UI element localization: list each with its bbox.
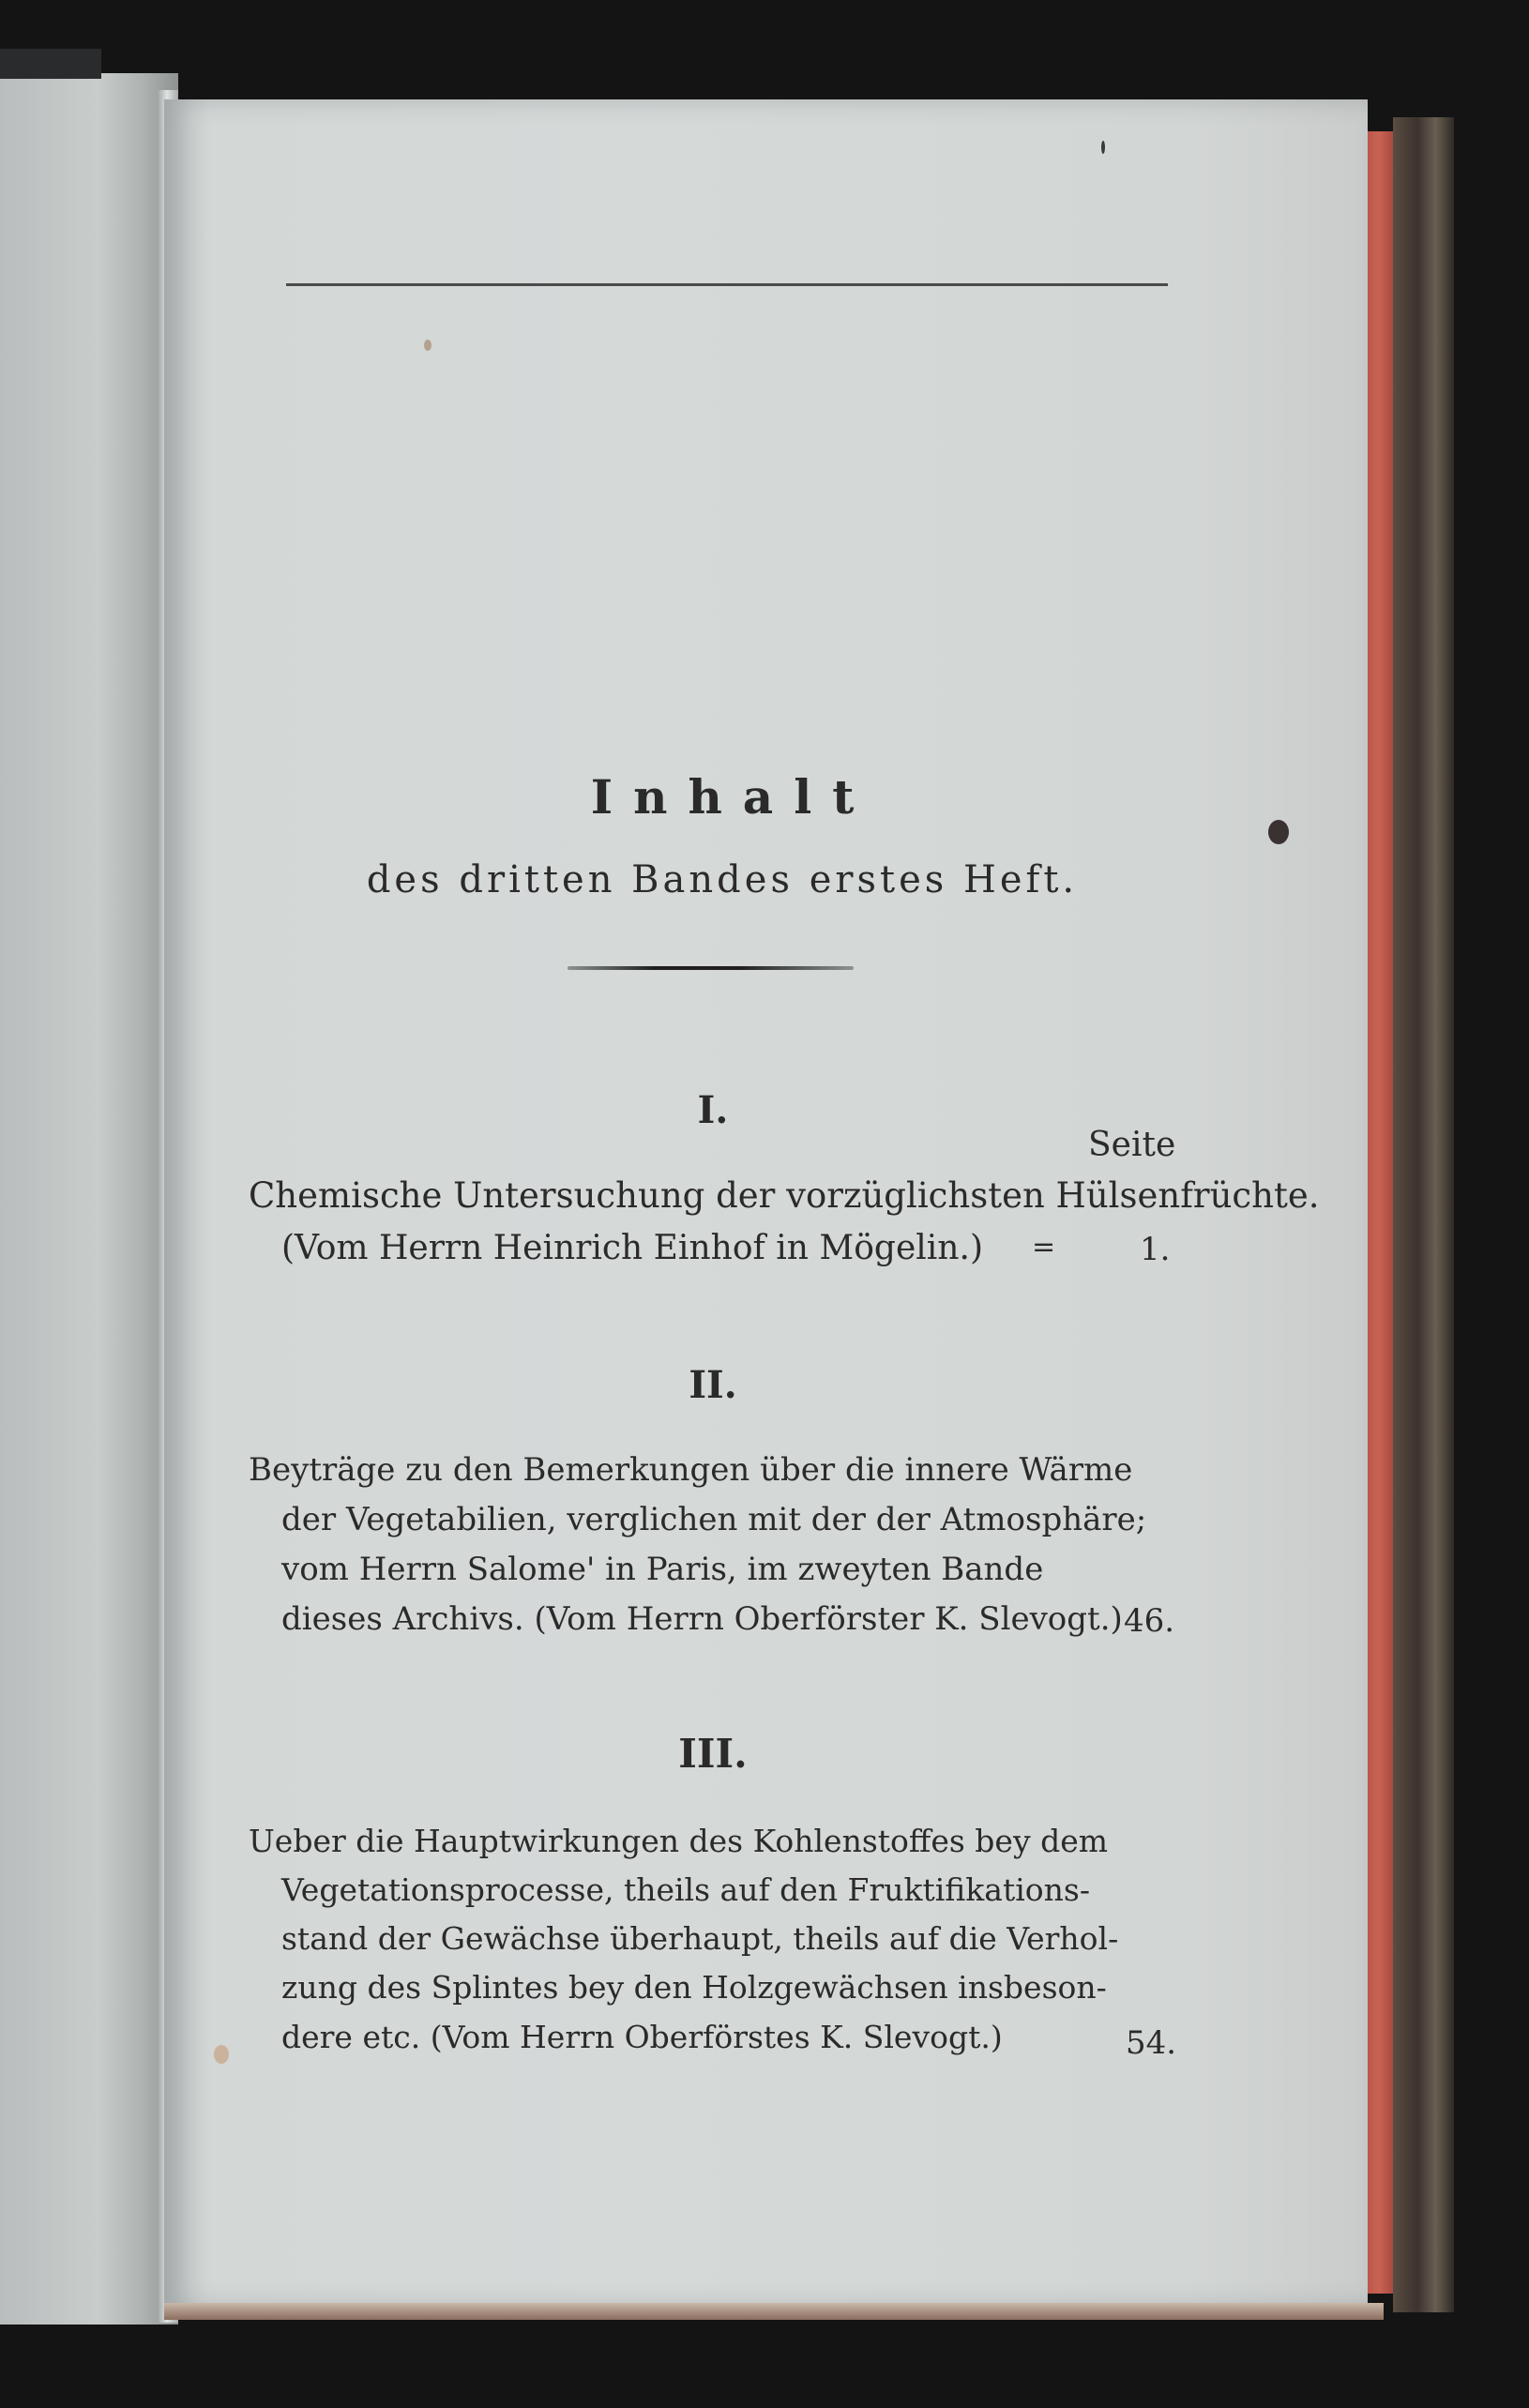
entry-3-line-3: stand der Gewächse überhaupt, theils auf die Verhol- — [281, 1920, 1119, 1957]
entry-1-leader: = — [1032, 1231, 1056, 1264]
top-rule — [286, 283, 1168, 286]
entry-1-line-2: (Vom Herrn Heinrich Einhof in Mögelin.) — [281, 1229, 983, 1267]
section-numeral-2: II. — [689, 1363, 737, 1407]
foxing-spot — [214, 2045, 229, 2064]
entry-1-page-number: 1. — [1140, 1231, 1171, 1268]
entry-3-line-4: zung des Splintes bey den Holzgewächsen insbeson- — [281, 1969, 1107, 2006]
entry-3-page-number: 54. — [1126, 2024, 1177, 2062]
title-rule — [568, 966, 854, 970]
entry-2-line-3: vom Herrn Salome' in Paris, im zweyten Bande — [281, 1551, 1044, 1588]
entry-1-line-1: Chemische Untersuchung der vorzüglichsten Hülsenfrüchte. — [249, 1175, 1320, 1216]
red-page-edge — [1365, 131, 1393, 2294]
contents-title: Inhalt — [590, 769, 875, 825]
entry-2-line-1: Beyträge zu den Bemerkungen über die innere Wärme — [249, 1451, 1133, 1489]
book-cover-edge — [1393, 117, 1454, 2312]
entry-2-page-number: 46. — [1124, 1602, 1175, 1640]
entry-2-line-4: dieses Archivs. (Vom Herrn Oberförster K. Slevogt.) — [281, 1600, 1123, 1638]
page-bottom-edge — [164, 2303, 1384, 2320]
left-cover-edge — [0, 49, 101, 79]
foxing-spot — [1101, 141, 1105, 154]
foxing-spot — [424, 340, 431, 351]
entry-3-line-5: dere etc. (Vom Herrn Oberförstes K. Slevogt.) — [281, 2019, 1003, 2055]
contents-subtitle: des dritten Bandes erstes Heft. — [366, 858, 1079, 901]
section-numeral-1: I. — [697, 1088, 729, 1132]
entry-3-line-1: Ueber die Hauptwirkungen des Kohlenstoffes bey dem — [249, 1823, 1109, 1859]
section-numeral-3: III. — [678, 1731, 748, 1777]
entry-2-line-2: der Vegetabilien, verglichen mit der der Atmosphäre; — [281, 1501, 1147, 1538]
facing-left-page — [0, 73, 178, 2325]
page-column-label: Seite — [1088, 1126, 1176, 1164]
entry-3-line-2: Vegetationsprocesse, theils auf den Fruktifikations- — [281, 1871, 1090, 1908]
